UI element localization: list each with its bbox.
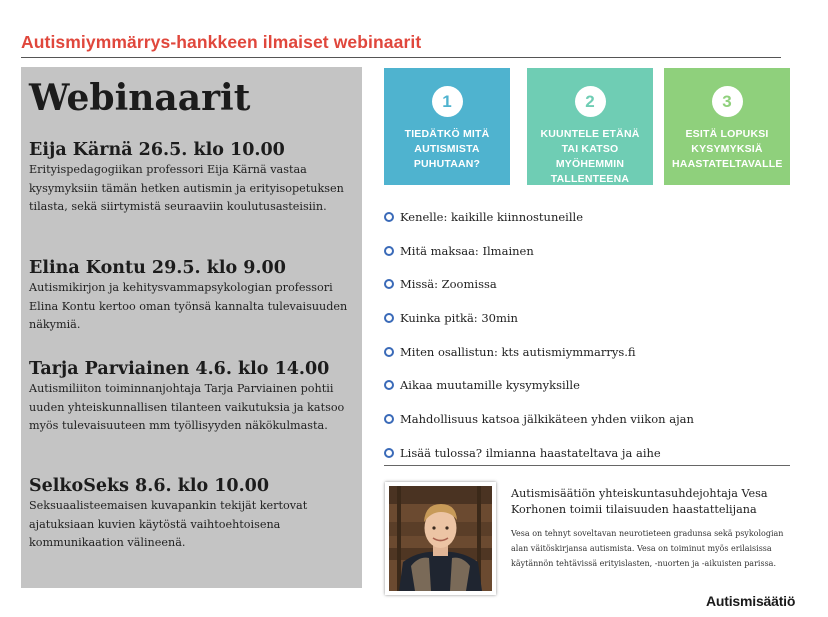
speaker-card xyxy=(29,358,354,436)
list-item xyxy=(384,405,790,439)
list-item xyxy=(384,203,790,237)
list-item xyxy=(384,304,790,338)
step-box-2 xyxy=(527,68,653,185)
list-item-text: Aikaa muutamille kysymyksille xyxy=(400,378,580,393)
list-item xyxy=(384,439,790,473)
step-box-1 xyxy=(384,68,510,185)
info-list xyxy=(384,203,790,473)
portrait-image xyxy=(389,486,492,591)
list-item xyxy=(384,237,790,271)
list-item-text: Lisää tulossa? ilmianna haastateltava ja aihe xyxy=(400,445,661,460)
bullet-icon xyxy=(384,212,394,222)
bullet-icon xyxy=(384,246,394,256)
list-item xyxy=(384,270,790,304)
list-item xyxy=(384,371,790,405)
bullet-icon xyxy=(384,313,394,323)
list-item-text: Kenelle: kaikille kiinnostuneille xyxy=(400,209,584,224)
step-number-badge: 1 xyxy=(432,86,463,117)
interviewer-photo xyxy=(385,482,496,595)
speaker-title: Elina Kontu 29.5. klo 9.00 xyxy=(29,258,286,278)
list-item-text: Mitä maksaa: Ilmainen xyxy=(400,243,534,258)
page-header-title: Autismiymmärrys-hankkeen ilmaiset webinaarit xyxy=(21,32,422,52)
step-box-3 xyxy=(664,68,790,185)
step-text: ESITÄ LOPUKSI KYSYMYKSIÄ HAASTATELTAVALLE xyxy=(672,128,783,170)
list-divider xyxy=(384,465,790,466)
speaker-card xyxy=(29,257,354,335)
autismisaatio-logo: Autismisäätiö xyxy=(706,593,796,609)
list-item xyxy=(384,338,790,372)
step-text: TIEDÄTKÖ MITÄ AUTISMISTA PUHUTAAN? xyxy=(404,128,490,170)
speaker-card xyxy=(29,139,354,217)
list-item-text: Mahdollisuus katsoa jälkikäteen yhden viikon ajan xyxy=(400,411,694,426)
bullet-icon xyxy=(384,448,394,458)
list-item-text: Missä: Zoomissa xyxy=(400,277,497,292)
header-divider xyxy=(21,57,781,58)
speaker-description: Seksuaalisteemaisen kuvapankin tekijät kertovat ajatuksiaan kuvien käytöstä vaihtoehtoisena kommunikaation välineenä. xyxy=(29,499,308,549)
speaker-title: Tarja Parviainen 4.6. klo 14.00 xyxy=(29,359,330,379)
list-item-text: Kuinka pitkä: 30min xyxy=(400,310,518,325)
bullet-icon xyxy=(384,347,394,357)
panel-heading: Webinaarit xyxy=(29,77,251,119)
speaker-description: Autismiliiton toiminnanjohtaja Tarja Parviainen pohtii uuden yhteiskunnallisen tilanteen vaikutuksia ja katsoo myös tulevaisuuteen mm työllisyyden näkökulmasta. xyxy=(29,382,345,432)
speaker-card xyxy=(29,475,354,553)
webinar-schedule-panel xyxy=(21,67,362,588)
step-number-badge: 3 xyxy=(712,86,743,117)
step-number-badge: 2 xyxy=(575,86,606,117)
speaker-title: SelkoSeks 8.6. klo 10.00 xyxy=(29,476,270,496)
speaker-description: Autismikirjon ja kehitysvammapsykologian professori Elina Kontu kertoo oman työnsä kannalta tulevaisuuden näkymiä. xyxy=(29,281,348,331)
speaker-title: Eija Kärnä 26.5. klo 10.00 xyxy=(29,140,285,160)
list-item-text: Miten osallistun: kts autismiymmarrys.fi xyxy=(400,344,636,359)
interviewer-bio-description: Vesa on tehnyt soveltavan neurotieteen gradunsa sekä psykologian alan väitöskirjansa autismista. Vesa on toiminut myös erilaisissa käytännön tehtävissä erityislasten, -nuorten ja -aikuisten parissa. xyxy=(511,529,784,568)
bullet-icon xyxy=(384,414,394,424)
interviewer-bio-title: Autismisäätiön yhteiskuntasuhdejohtaja Vesa Korhonen toimii tilaisuuden haastattelijana xyxy=(511,487,768,516)
step-text: KUUNTELE ETÄNÄ TAI KATSO MYÖHEMMIN TALLENTEENA xyxy=(540,128,640,185)
speaker-description: Erityispedagogiikan professori Eija Kärnä vastaa kysymyksiin tämän hetken autismin ja erityisopetuksen tilasta, sekä siirtymistä seuraaviin koulutusasteisiin. xyxy=(29,163,344,213)
bullet-icon xyxy=(384,380,394,390)
bullet-icon xyxy=(384,279,394,289)
